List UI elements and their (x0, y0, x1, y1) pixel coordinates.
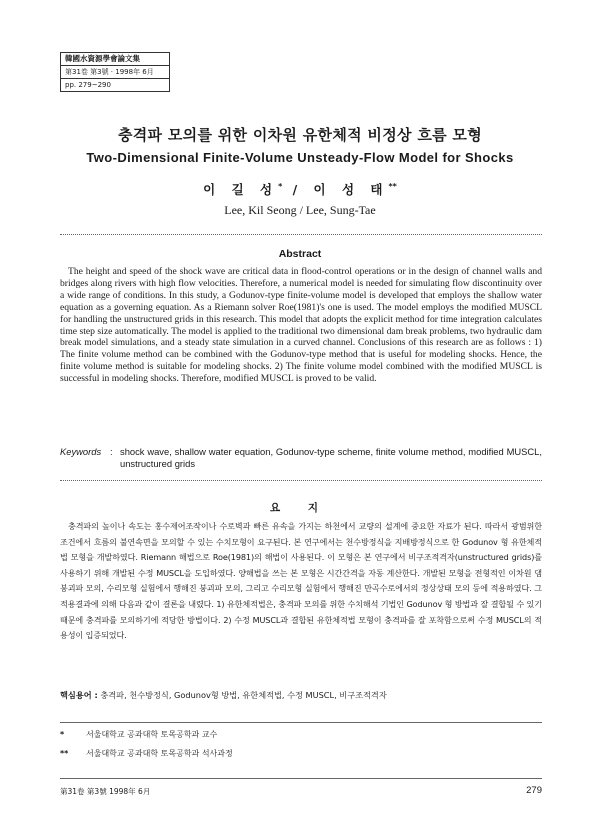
journal-info-box (60, 52, 170, 92)
page-number: 279 (526, 785, 542, 796)
summary-text: 충격파의 높이나 속도는 홍수제어조작이나 수로벽과 빠른 유속을 가지는 하천에서 교량의 설계에 중요한 자료가 된다. 따라서 광범위한 조건에서 흐름의 불연속면을 모의할 수 있는 수치모형이 요구된다. 본 연구에서는 천수방정식을 지배방정식으로 한 Godunov 형 유한체적법 모형을 개발하였다. Riemann 해법으로 Roe(1981)의 해법이 사용된다. 이 모형은 본 연구에서 비구조적격자(unstructured grids)를 사용하기 위해 개발된 수정 MUSCL을 도입하였다. 양해법을 쓰는 본 모형은 시간간격을 자동 계산한다. 개발된 모형을 전형적인 이차원 댐 붕괴파 모의, 수리모형 실험에서 행해진 붕괴파 모의, 그리고 수리모형 실험에서 행해진 만곡수로에서의 정상상태 모의 등에 적용하였다. 그 적용결과에 의해 다음과 같이 결론을 내렸다. 1) 유한체적법은, 충격파 모의를 위한 수치해석 기법인 Godunov 형 방법과 잘 결합될 수 있기 때문에 충격파를 모의하기에 적당한 방법이다. 2) 수정 MUSCL과 결합된 유한체적법 모형이 충격파를 잘 포착함으로써 수정 MUSCL의 적용성이 입증되었다. (60, 521, 542, 641)
keywords-colon: : (110, 446, 113, 457)
footnote-divider (60, 722, 542, 723)
author-1-mark: * (278, 181, 283, 191)
title-korean: 충격파 모의를 위한 이차원 유한체적 비정상 흐름 모형 (117, 126, 483, 144)
journal-pages: pp. 279~290 (61, 78, 169, 91)
keywords-label: Keywords (60, 446, 102, 457)
footnote-2 (60, 748, 233, 760)
abstract-heading: Abstract (278, 248, 322, 260)
divider-top (60, 234, 542, 235)
footnote-2-mark: ** (60, 749, 69, 758)
footer-journal-issue: 第31卷 第3號 1998年 6月 (60, 787, 151, 796)
korean-keywords-text: 충격파, 천수방정식, Godunov형 방법, 유한체적법, 수정 MUSCL, 비구조적격자 (97, 690, 387, 700)
footnote-1-text: 서울대학교 공과대학 토목공학과 교수 (86, 730, 218, 739)
authors-korean (0, 180, 600, 198)
footnote-1-mark: * (60, 730, 65, 739)
korean-keywords (60, 689, 542, 701)
title-english: Two-Dimensional Finite-Volume Unsteady-Flow Model for Shocks (86, 150, 514, 165)
author-2: 이 성 태 (313, 182, 389, 197)
keywords-text: shock wave, shallow water equation, Godunov-type scheme, finite volume method, modified MUSCL, unstructured grids (120, 446, 542, 469)
author-separator: / (282, 182, 314, 197)
footnote-1 (60, 729, 217, 741)
author-2-mark: ** (388, 181, 397, 191)
korean-keywords-label: 핵심용어 : (60, 690, 98, 700)
author-1: 이 길 성 (203, 182, 279, 197)
summary-heading: 요 지 (270, 502, 330, 514)
footer-divider (60, 778, 542, 779)
footnote-2-text: 서울대학교 공과대학 토목공학과 석사과정 (86, 749, 233, 758)
journal-volume: 第31卷 第3號 · 1998年 6月 (61, 65, 169, 78)
authors-english: Lee, Kil Seong / Lee, Sung-Tae (224, 203, 376, 217)
journal-name: 韓國水資源學會論文集 (65, 54, 140, 63)
divider-middle (60, 480, 542, 481)
abstract-text: The height and speed of the shock wave are critical data in flood-control operations or in the design of channel walls and bridges along rivers with high flow velocities. Therefore, a numerical model is needed for simulating flow discontinuity over a wide range of conditions. In this study, a Godunov-type finite-volume model is developed that employs the shallow water equation as a governing equation. As a Riemann solver Roe(1981)'s one is used. The model employs the modified MUSCL for handling the unstructured grids in this research. This model that adopts the explicit method for time integration calculates time step size automatically. The model is applied to the traditional two dimensional dam break problems, two hydraulic dam break model simulations, and a steady state simulation in a curved channel. Conclusions of this research are as follows : 1) The finite volume method can be combined with the Godunov-type method that is useful for modeling shocks. Hence, the finite volume method is suitable for modeling shocks. 2) The finite volume model combined with the modified MUSCL is successful in modeling shocks. Therefore, modified MUSCL is proved to be valid. (60, 266, 542, 385)
